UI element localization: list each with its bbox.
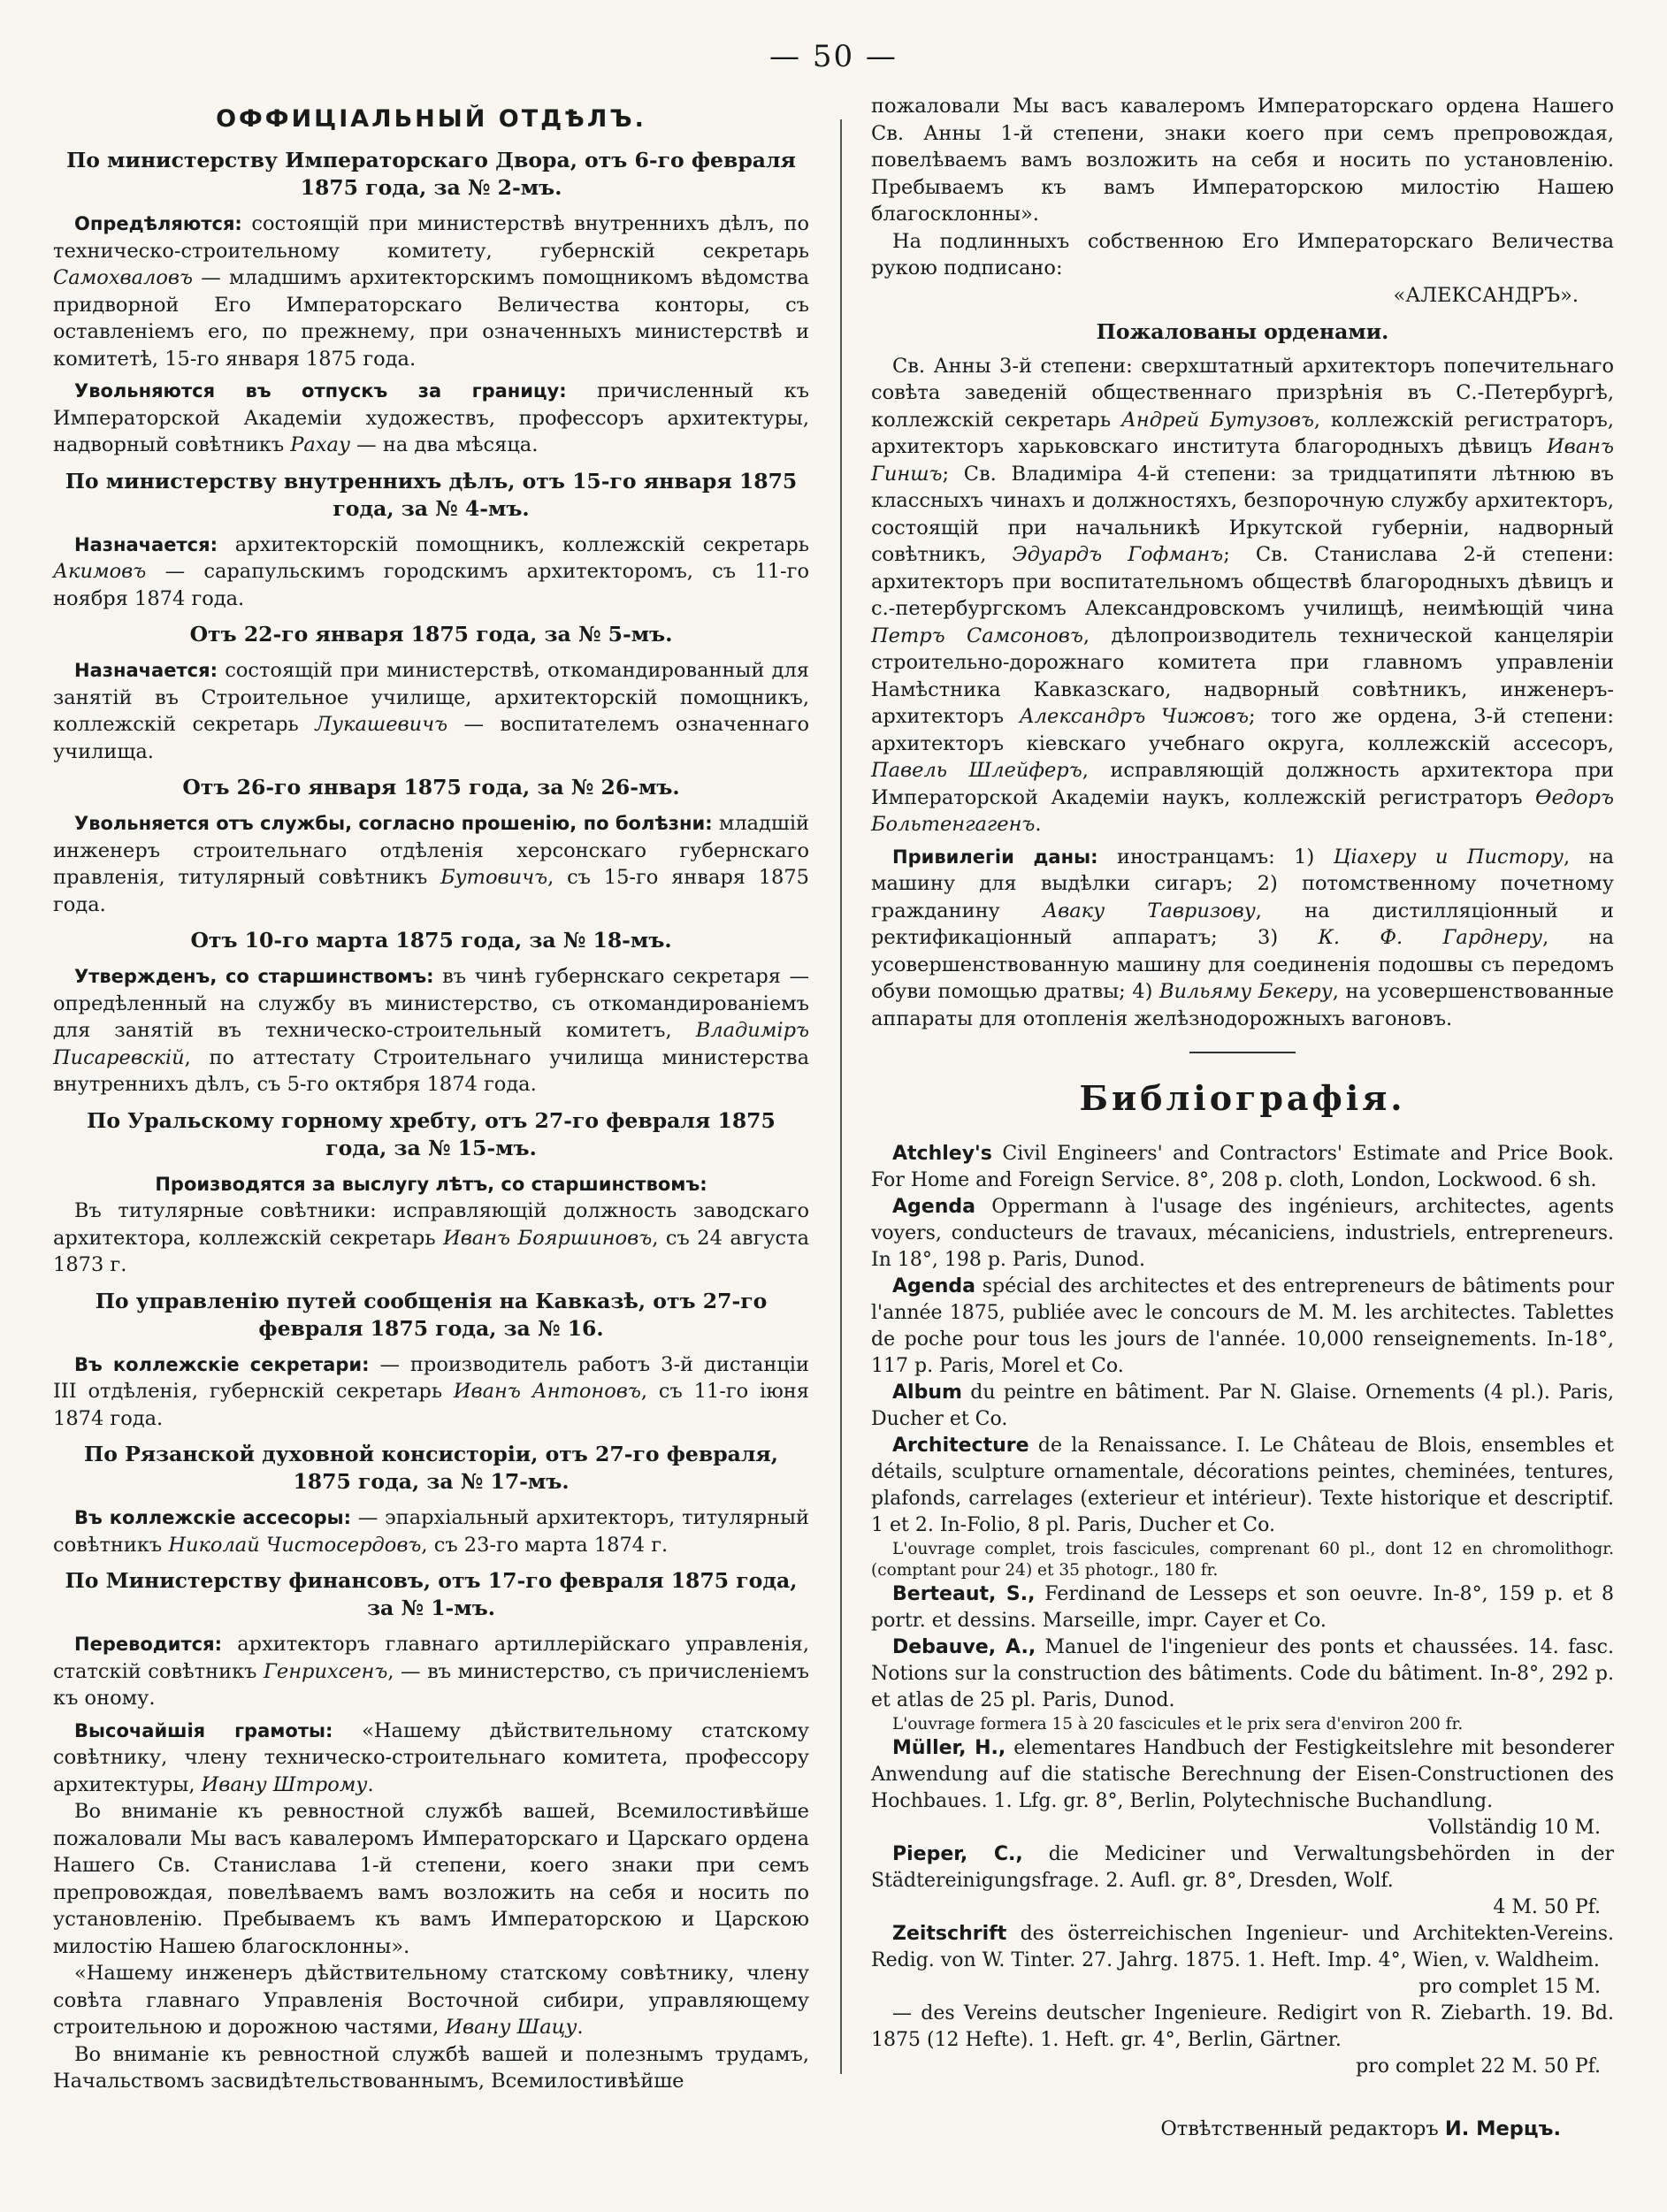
decree-title-9: По Министерству финансовъ, отъ 17-го февраля 1875 года, за № 1-мъ.	[65, 1568, 798, 1620]
person-name: Ціахеру и Пистору	[1333, 845, 1564, 869]
person-name: Николай Чистосердовъ	[168, 1533, 422, 1557]
person-name: Владиміръ Писаревскій	[53, 1019, 809, 1069]
bib-entry-10-price: pro complet 15 M.	[1418, 1976, 1601, 1998]
lead-phrase: Въ коллежскіе ассесоры:	[74, 1507, 352, 1528]
person-name: Лукашевичъ	[315, 713, 448, 736]
bib-entry-8: Müller, H., elementares Handbuch der Festigkeitslehre mit besonderer Anwendung auf die statische Berechnung der Eisen-Constructionen des Hochbaues. 1. Lfg. gr. 8°, Berlin, Polytechnische Buchandlung.	[871, 1737, 1614, 1812]
person-name: Самохваловъ	[53, 266, 193, 289]
decree-7-text: Въ коллежскіе секретари: — производитель работъ 3-й дистанціи III отдѣленія, губернскій секретарь Иванъ Антоновъ, съ 11-го іюня 1874 года.	[53, 1352, 809, 1430]
person-name: Андрей Бутузовъ	[1120, 408, 1314, 432]
decree-title-2: По министерству внутреннихъ дѣлъ, отъ 15-го января 1875 года, за № 4-мъ.	[65, 468, 798, 521]
bib-entry-8-price: Vollständig 10 M.	[1427, 1817, 1601, 1839]
bib-entry-2: Agenda Oppermann à l'usage des ingénieurs, architectes, agents voyers, conducteurs de travaux, mécaniciens, industriels, entrepreneurs. In 18°, 198 p. Paris, Dunod.	[871, 1196, 1614, 1271]
bib-entry-5-note: L'ouvrage complet, trois fascicules, comprenant 60 pl., dont 12 en chromolithogr. (comptant pour 24) et 35 photogr., 180 fr.	[871, 1540, 1614, 1580]
orders-title: Пожалованы орденами.	[1096, 318, 1389, 344]
person-name: Вильяму Бекеру	[1158, 980, 1333, 1003]
decree-10-p2: Во вниманіе къ ревностной службѣ вашей, Всемилостивѣйше пожаловали Мы васъ кавалеромъ Императорскаго и Царскаго ордена Нашего Св. Станислава 1-й степени, коего знаки при семъ препровождая, повелѣваемъ вамъ возложить на себя и носить по установленію. Пребываемъ къ вамъ Императорскою и Царскою милостію Нашею благосклонны».	[53, 1800, 809, 1958]
decree-title-7: По управленію путей сообщенія на Кавказѣ, отъ 27-го февраля 1875 года, за № 16.	[95, 1288, 768, 1341]
lead-phrase: Переводится:	[74, 1634, 222, 1655]
decree-title-5: Отъ 10-го марта 1875 года, за № 18-мъ.	[190, 928, 672, 953]
bib-entry-10: Zeitschrift des österreichischen Ingenieur- und Architekten-Vereins. Redig. von W. Tinter. 27. Jahrg. 1875. 1. Heft. Imp. 4°, Wien, v. Waldheim.	[871, 1923, 1614, 1971]
lead-phrase: Увольняются въ отпускъ за границу:	[74, 380, 567, 402]
person-name: Генрихсенъ	[264, 1659, 388, 1683]
person-name: Павель Шлейферъ	[871, 759, 1082, 782]
continuation-text: пожаловали Мы васъ кавалеромъ Императорскаго ордена Нашего Св. Анны 1-й степени, знаки коего при семъ препровождая, повелѣваемъ вамъ возложить на себя и носить по установленію. Пребываемъ къ вамъ Императорскою милостію Нашею благосклонны».	[871, 95, 1614, 226]
left-column	[53, 93, 809, 2095]
decree-4-text: Увольняется отъ службы, согласно прошенію, по болѣзни: младшій инженеръ строительнаго отдѣленія херсонскаго губернскаго правленія, титулярный совѣтникъ Бутовичъ, съ 15-го января 1875 года.	[53, 812, 810, 916]
bib-entry-5: Architecture de la Renaissance. I. Le Château de Blois, ensembles et détails, sculpture ornamentale, décorations peintes, cheminées, tentures, plafonds, carrelages (exterieur et intérieur). Texte historique et descriptif. 1 et 2. In-Folio, 8 pl. Paris, Ducher et Co.	[871, 1435, 1614, 1536]
person-name: Иванъ Антоновъ	[453, 1380, 641, 1403]
editor-line: Отвѣтственный редакторъ И. Мерцъ.	[1160, 2117, 1561, 2140]
bibliography-title: Библіографія.	[1079, 1078, 1406, 1118]
person-name: Акимовъ	[53, 560, 147, 583]
right-column	[871, 93, 1614, 2142]
decree-9-text: Переводится: архитекторъ главнаго артиллерійскаго управленія, статскій совѣтникъ Генрихсенъ, — въ министерство, съ причисленіемъ къ оному.	[53, 1633, 809, 1710]
decree-10-text: Высочайшія грамоты: «Нашему дѣйствительному статскому совѣтнику, члену техническо-строительнаго комитета, профессору архитектуры, Ивану Штрому.	[53, 1718, 810, 1796]
bib-entry-11-price: pro complet 22 M. 50 Pf.	[1356, 2055, 1601, 2078]
privileges-text: Привилегіи даны: иностранцамъ: 1) Ціахеру и Пистору, на машину для выдѣлки сигаръ; 2) потомственному почетному гражданину Аваку Тавризову, на дистилляціонный и ректификаціонный аппаратъ; 3) К. Ф. Гарднеру, на усовершенствованную машину для соединенія подошвы съ передомъ обуви помощью дратвы; 4) Вильяму Бекеру, на усовершенствованные аппараты для отопленія желѣзнодорожныхъ вагоновъ.	[871, 845, 1615, 1030]
page-number: — 50 —	[769, 39, 898, 74]
signature: «АЛЕКСАНДРЪ».	[1393, 283, 1579, 307]
column-divider	[840, 119, 842, 2074]
decree-title-4: Отъ 26-го января 1875 года, за № 26-мъ.	[182, 775, 680, 800]
decree-6-subtitle: Производятся за выслугу лѣтъ, со старшинствомъ:	[155, 1173, 707, 1195]
decree-10-p3: «Нашему инженеръ дѣйствительному статскому совѣтнику, члену совѣта главнаго Управленія Восточной сибири, управляющему строительною и дорожною частями, Ивану Шацу.	[53, 1962, 809, 2039]
decree-1-text: Опредѣляются: состоящій при министерствѣ внутреннихъ дѣлъ, по техническо-строительному комитету, губернскій секретарь Самохваловъ — младшимъ архитекторскимъ помощникомъ вѣдомства придворной Его Императорскаго Величества конторы, съ оставленіемъ его, по прежнему, при означенныхъ министерствѣ и комитетѣ, 15-го января 1875 года.	[53, 212, 809, 371]
separator-rule	[1189, 1052, 1296, 1053]
orders-text: Св. Анны 3-й степени: сверхштатный архитекторъ попечительнаго совѣта заведеній общественнаго призрѣнія въ С.-Петербургѣ, коллежскій секретарь Андрей Бутузовъ, коллежскій регистраторъ, архитекторъ харьковскаго института благородныхъ дѣвицъ Иванъ Гиншъ; Св. Владиміра 4-й степени: за тридцатипяти лѣтнюю въ классныхъ чинахъ и должностяхъ, безпорочную службу архитекторъ, состоящій при начальникѣ Иркутской губерніи, надворный совѣтникъ, Эдуардъ Гофманъ; Св. Станислава 2-й степени: архитекторъ при воспитательномъ обществѣ благородныхъ дѣвицъ и с.-петербургскомъ Александровскомъ училищѣ, неимѣющій чина Петръ Самсоновъ, дѣлопроизводитель технической канцеляріи строительно-дорожнаго комитета при главномъ управленіи Намѣстника Кавказскаго, надворный совѣтникъ, инженеръ-архитекторъ Александръ Чижовъ; того же ордена, 3-й степени: архитекторъ кіевскаго учебнаго округа, коллежскій ассесоръ, Павель Шлейферъ, исправляющій должность архитектора при Императорской Академіи наукъ, коллежскій регистраторъ Ѳедоръ Больтенгагенъ.	[871, 354, 1614, 836]
decree-title-3: Отъ 22-го января 1875 года, за № 5-мъ.	[189, 622, 673, 647]
lead-phrase: Утвержденъ, со старшинствомъ:	[74, 966, 434, 987]
lead-phrase: Въ коллежскіе секретари:	[74, 1353, 370, 1375]
person-name: Ивану Шацу	[445, 2016, 577, 2039]
bib-entry-6: Berteaut, S., Ferdinand de Lesseps et son oeuvre. In-8°, 159 p. et 8 portr. et dessins. Marseille, impr. Cayer et Co.	[871, 1583, 1615, 1632]
decree-1b-text: Увольняются въ отпускъ за границу: причисленный къ Императорской Академіи художествъ, профессоръ архитектуры, надворный совѣтникъ Рахау — на два мѣсяца.	[53, 379, 809, 456]
decree-title-6: По Уральскому горному хребту, отъ 27-го февраля 1875 года, за № 15-мъ.	[87, 1107, 776, 1160]
decree-10-p4: Во вниманіе къ ревностной службѣ вашей и полезнымъ трудамъ, Начальствомъ засвидѣтельствованнымъ, Всемилостивѣйше	[53, 2042, 809, 2093]
bib-entry-3: Agenda spécial des architectes et des entrepreneurs de bâtiments pour l'année 1875, publiée avec le concours de M. M. les architectes. Tablettes de poche pour tous les jours de l'année. 10,000 renseignements. In-18°, 117 p. Paris, Morel et Co.	[871, 1275, 1614, 1377]
person-name: Аваку Тавризову	[1043, 899, 1256, 922]
decree-6-text: Въ титулярные совѣтники: исправляющій должность заводскаго архитектора, коллежскій секретарь Иванъ Бояршиновъ, съ 24 августа 1873 г.	[53, 1199, 809, 1276]
signed-text: На подлинныхъ собственною Его Императорскаго Величества рукою подписано:	[871, 229, 1614, 279]
decree-title-1: По министерству Императорскаго Двора, отъ 6-го февраля 1875 года, за № 2-мъ.	[66, 148, 796, 200]
lead-phrase: Привилегіи даны:	[892, 846, 1098, 868]
bib-entry-4: Album du peintre en bâtiment. Par N. Glaise. Ornements (4 pl.). Paris, Ducher et Co.	[871, 1382, 1614, 1430]
person-name: Иванъ Гиншъ	[871, 435, 1614, 486]
lead-phrase: Увольняется отъ службы, согласно прошенію, по болѣзни:	[74, 813, 713, 834]
bib-entry-1: Atchley's Civil Engineers' and Contractors' Estimate and Price Book. For Home and Foreign Service. 8°, 208 p. cloth, London, Lockwood. 6 sh.	[871, 1143, 1614, 1191]
lead-phrase: Назначается:	[74, 533, 218, 555]
lead-phrase: Высочайшія грамоты:	[74, 1719, 333, 1741]
person-name: Бутовичъ	[440, 866, 548, 889]
person-name: Иванъ Бояршиновъ	[443, 1226, 653, 1250]
section-title: ОФФИЦІАЛЬНЫЙ ОТДѢЛЪ.	[216, 105, 646, 133]
bib-entry-11: — des Vereins deutscher Ingenieure. Redigirt von R. Ziebarth. 19. Bd. 1875 (12 Hefte). 1. Heft. gr. 4°, Berlin, Gärtner.	[871, 2002, 1614, 2051]
decree-8-text: Въ коллежскіе ассесоры: — эпархіальный архитекторъ, титулярный совѣтникъ Николай Чистосердовъ, съ 23-го марта 1874 г.	[53, 1506, 809, 1557]
person-name: Ивану Штрому	[201, 1772, 368, 1796]
bib-entry-9-price: 4 M. 50 Pf.	[1493, 1896, 1601, 1918]
person-name: К. Ф. Гарднеру	[1318, 926, 1543, 949]
person-name: Рахау	[290, 433, 351, 456]
person-name: Петръ Самсоновъ	[871, 624, 1083, 647]
decree-3-text: Назначается: состоящій при министерствѣ, откомандированный для занятій въ Строительное училище, архитекторскій помощникъ, коллежскій секретарь Лукашевичъ — воспитателемъ означеннаго училища.	[53, 659, 809, 763]
bib-entry-7: Debauve, A., Manuel de l'ingenieur des ponts et chaussées. 14. fasc. Notions sur la construction des bâtiments. Code du bâtiment. In-8°, 292 p. et atlas de 25 pl. Paris, Dunod.	[871, 1636, 1614, 1711]
decree-5-text: Утвержденъ, со старшинствомъ: въ чинѣ губернскаго секретаря — опредѣленный на службу въ министерство, съ откомандированіемъ для занятій въ техническо-строительный комитетъ, Владиміръ Писаревскій, по аттестату Строительнаго училища министерства внутреннихъ дѣлъ, съ 5-го октября 1874 года.	[53, 965, 809, 1096]
person-name: Эдуардъ Гофманъ	[1012, 543, 1224, 566]
bib-entry-9: Pieper, C., die Mediciner und Verwaltungsbehörden in der Städtereinigungsfrage. 2. Aufl. gr. 8°, Dresden, Wolf.	[871, 1843, 1614, 1892]
bib-entry-7-note: L'ouvrage formera 15 à 20 fascicules et le prix sera d'environ 200 fr.	[892, 1715, 1464, 1734]
lead-phrase: Опредѣляются:	[74, 213, 242, 234]
editor-name: И. Мерцъ.	[1444, 2117, 1561, 2140]
person-name: Александръ Чижовъ	[1019, 705, 1250, 728]
decree-2-text: Назначается: архитекторскій помощникъ, коллежскій секретарь Акимовъ — сарапульскимъ городскимъ архитекторомъ, съ 11-го ноября 1874 года.	[53, 532, 809, 610]
decree-title-8: По Рязанской духовной консисторіи, отъ 27-го февраля, 1875 года, за № 17-мъ.	[84, 1442, 778, 1494]
person-name: Ѳедоръ Больтенгагенъ	[871, 785, 1614, 836]
lead-phrase: Назначается:	[74, 660, 218, 681]
